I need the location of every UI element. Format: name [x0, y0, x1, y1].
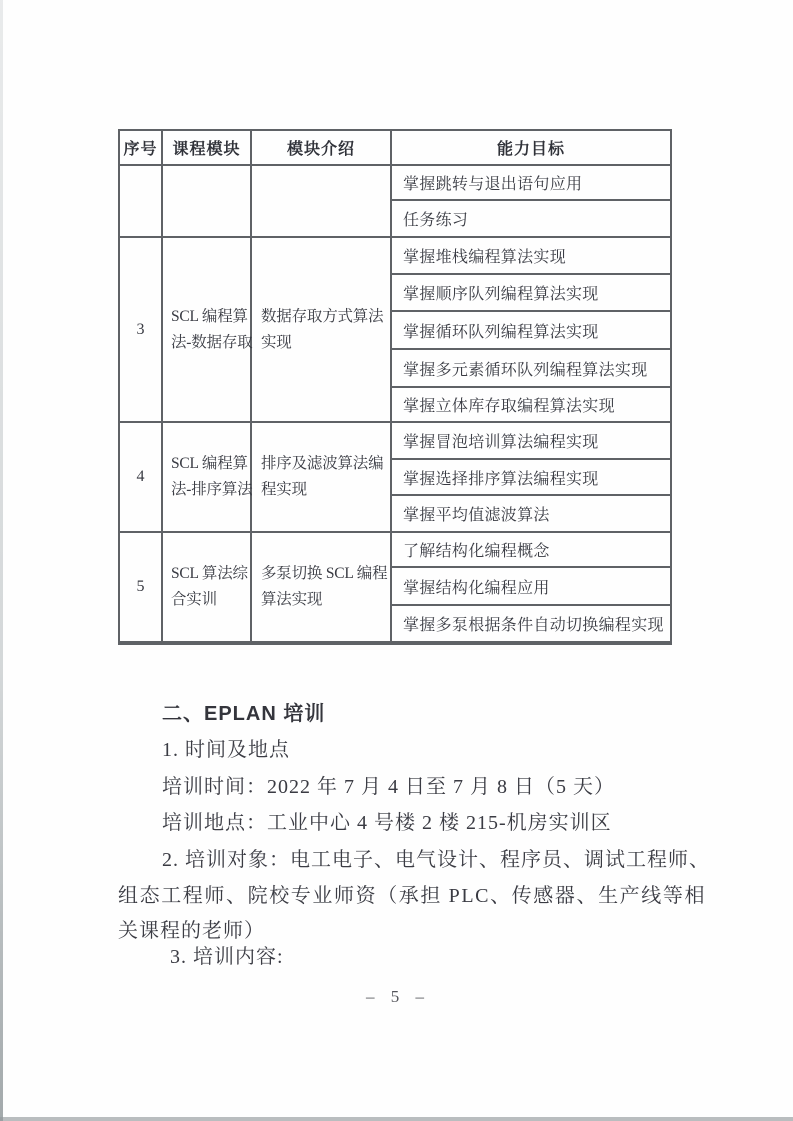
module-line: SCL 编程算 [171, 307, 248, 325]
cell-serial: 4 [120, 423, 163, 533]
cell-goal: 掌握多元素循环队列编程算法实现 [392, 350, 670, 388]
module-line: SCL 编程算 [171, 455, 248, 472]
cell-goal: 任务练习 [392, 201, 670, 238]
cell-intro [252, 533, 392, 643]
module-line: 法-排序算法 [171, 481, 253, 498]
cell-intro [252, 423, 392, 533]
intro-line: 多泵切换 SCL 编程 [261, 565, 388, 582]
intro-line: 排序及滤波算法编 [261, 455, 384, 472]
body-line-place: 培训地点：工业中心 4 号楼 2 楼 215-机房实训区 [162, 812, 612, 834]
cell-module-cont [163, 166, 252, 238]
table-header-goals: 能力目标 [392, 131, 670, 166]
intro-line: 算法实现 [261, 591, 323, 608]
cell-module [163, 423, 252, 533]
cell-goal: 掌握多泵根据条件自动切换编程实现 [392, 606, 670, 643]
section-heading: 二、EPLAN 培训 [162, 703, 326, 725]
cell-goal: 掌握选择排序算法编程实现 [392, 460, 670, 496]
cell-intro [252, 238, 392, 423]
cell-serial: 3 [120, 238, 163, 423]
course-table [118, 129, 672, 645]
module-line: 合实训 [171, 591, 217, 608]
cell-serial-cont [120, 166, 163, 238]
table-header-serial: 序号 [120, 131, 163, 166]
cell-intro-cont [252, 166, 392, 238]
intro-line: 数据存取方式算法 [261, 307, 384, 325]
cell-module [163, 238, 252, 423]
cell-goal: 掌握冒泡培训算法编程实现 [392, 423, 670, 460]
scan-edge-left-artifact [0, 0, 3, 1121]
table-header-intro: 模块介绍 [252, 131, 392, 166]
cell-goal: 掌握结构化编程应用 [392, 568, 670, 606]
intro-line: 程实现 [261, 481, 307, 498]
cell-goal: 掌握跳转与退出语句应用 [392, 166, 670, 201]
body-line-item2-3: 关课程的老师） [118, 920, 265, 942]
body-line-item2-2: 组态工程师、院校专业师资（承担 PLC、传感器、生产线等相 [118, 885, 707, 907]
cell-goal: 掌握循环队列编程算法实现 [392, 312, 670, 350]
cell-goal: 掌握平均值滤波算法 [392, 496, 670, 533]
body-line-item3: 3. 培训内容: [170, 946, 284, 968]
intro-line: 实现 [261, 333, 292, 351]
module-line: SCL 算法综 [171, 565, 248, 582]
page-number: – 5 – [366, 987, 427, 1006]
body-line-item1: 1. 时间及地点 [162, 739, 290, 761]
module-line: 法-数据存取 [171, 333, 253, 351]
table-header-module: 课程模块 [163, 131, 252, 166]
cell-goal: 了解结构化编程概念 [392, 533, 670, 568]
body-line-item2-1: 2. 培训对象：电工电子、电气设计、程序员、调试工程师、 [162, 849, 710, 871]
scan-edge-bottom-artifact [0, 1117, 793, 1121]
body-line-time: 培训时间：2022 年 7 月 4 日至 7 月 8 日（5 天） [162, 776, 615, 798]
cell-goal: 掌握顺序队列编程算法实现 [392, 275, 670, 312]
cell-module [163, 533, 252, 643]
cell-goal: 掌握立体库存取编程算法实现 [392, 388, 670, 423]
cell-goal: 掌握堆栈编程算法实现 [392, 238, 670, 275]
cell-serial: 5 [120, 533, 163, 643]
